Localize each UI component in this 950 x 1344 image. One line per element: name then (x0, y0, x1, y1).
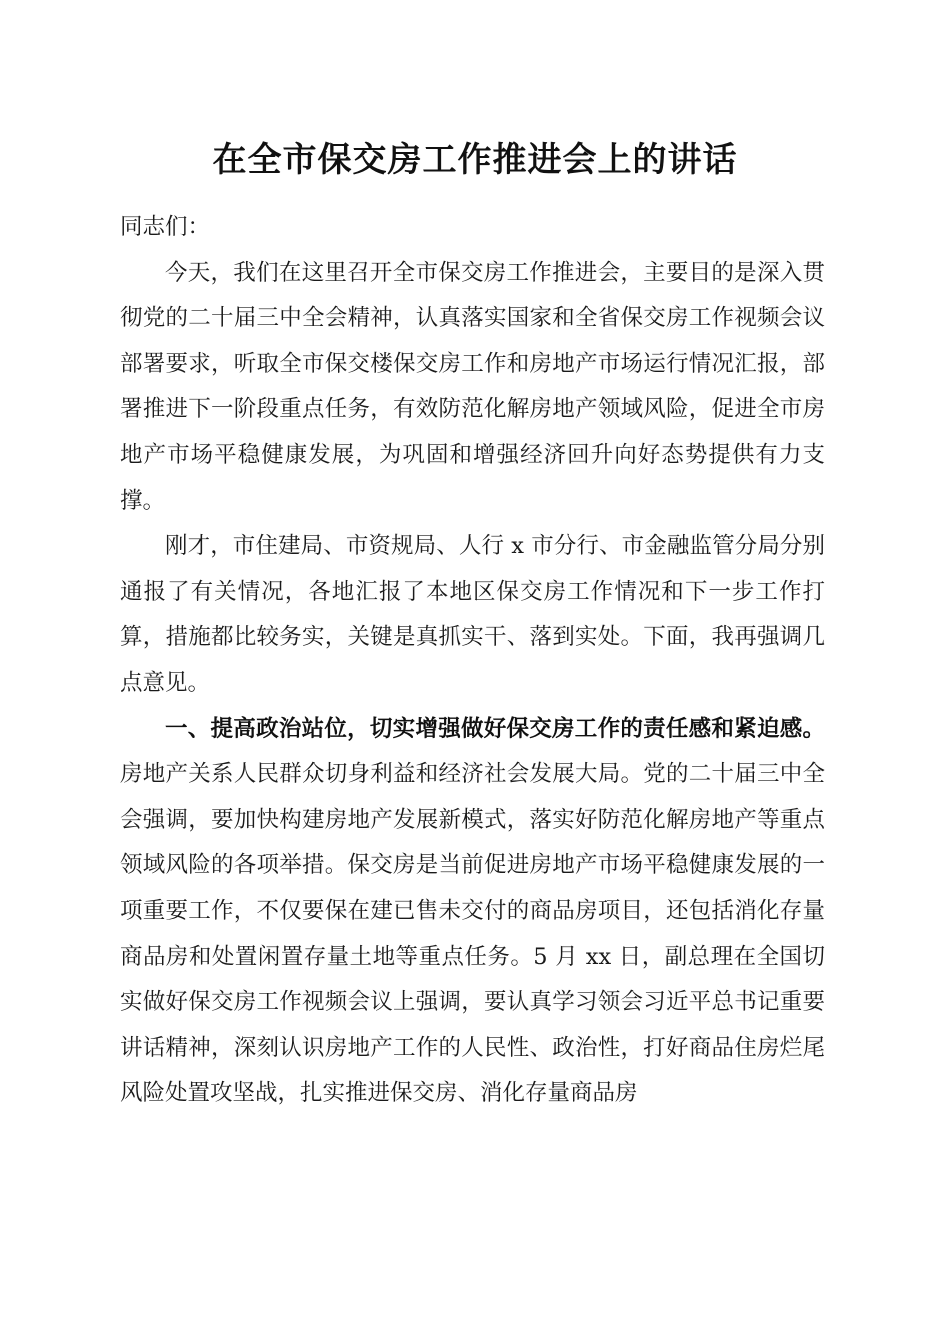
document-body (120, 205, 825, 1117)
section-one-heading: 一、提高政治站位，切实增强做好保交房工作的责任感和紧迫感。 (165, 715, 825, 742)
section-one-text: 房地产关系人民群众切身利益和经济社会发展大局。党的二十届三中全会强调，要加快构建房地产发展新模式，落实好防范化解房地产等重点领域风险的各项举措。保交房是当前促进房地产市场平稳健康发展的一项重要工作，不仅要保在建已售未交付的商品房项目，还包括消化存量商品房和处置闲置存量土地等重点任务。5 月 xx 日，副总理在全国切实做好保交房工作视频会议上强调，要认真学习领会习近平总书记重要讲话精神，深刻认识房地产工作的人民性、政治性，打好商品住房烂尾风险处置攻坚战，扎实推进保交房、消化存量商品房 (120, 761, 825, 1107)
paragraph-section-one (120, 707, 825, 1117)
paragraph-opening: 今天，我们在这里召开全市保交房工作推进会，主要目的是深入贯彻党的二十届三中全会精神，认真落实国家和全省保交房工作视频会议部署要求，听取全市保交楼保交房工作和房地产市场运行情况汇报，部署推进下一阶段重点任务，有效防范化解房地产领域风险，促进全市房地产市场平稳健康发展，为巩固和增强经济回升向好态势提供有力支撑。 (120, 259, 825, 514)
paragraph-reports: 刚才，市住建局、市资规局、人行 x 市分行、市金融监管分局分别通报了有关情况，各地汇报了本地区保交房工作情况和下一步工作打算，措施都比较务实，关键是真抓实干、落到实处。下面，我再强调几点意见。 (120, 533, 825, 696)
salutation: 同志们： (120, 214, 211, 240)
document-title: 在全市保交房工作推进会上的讲话 (212, 140, 738, 180)
